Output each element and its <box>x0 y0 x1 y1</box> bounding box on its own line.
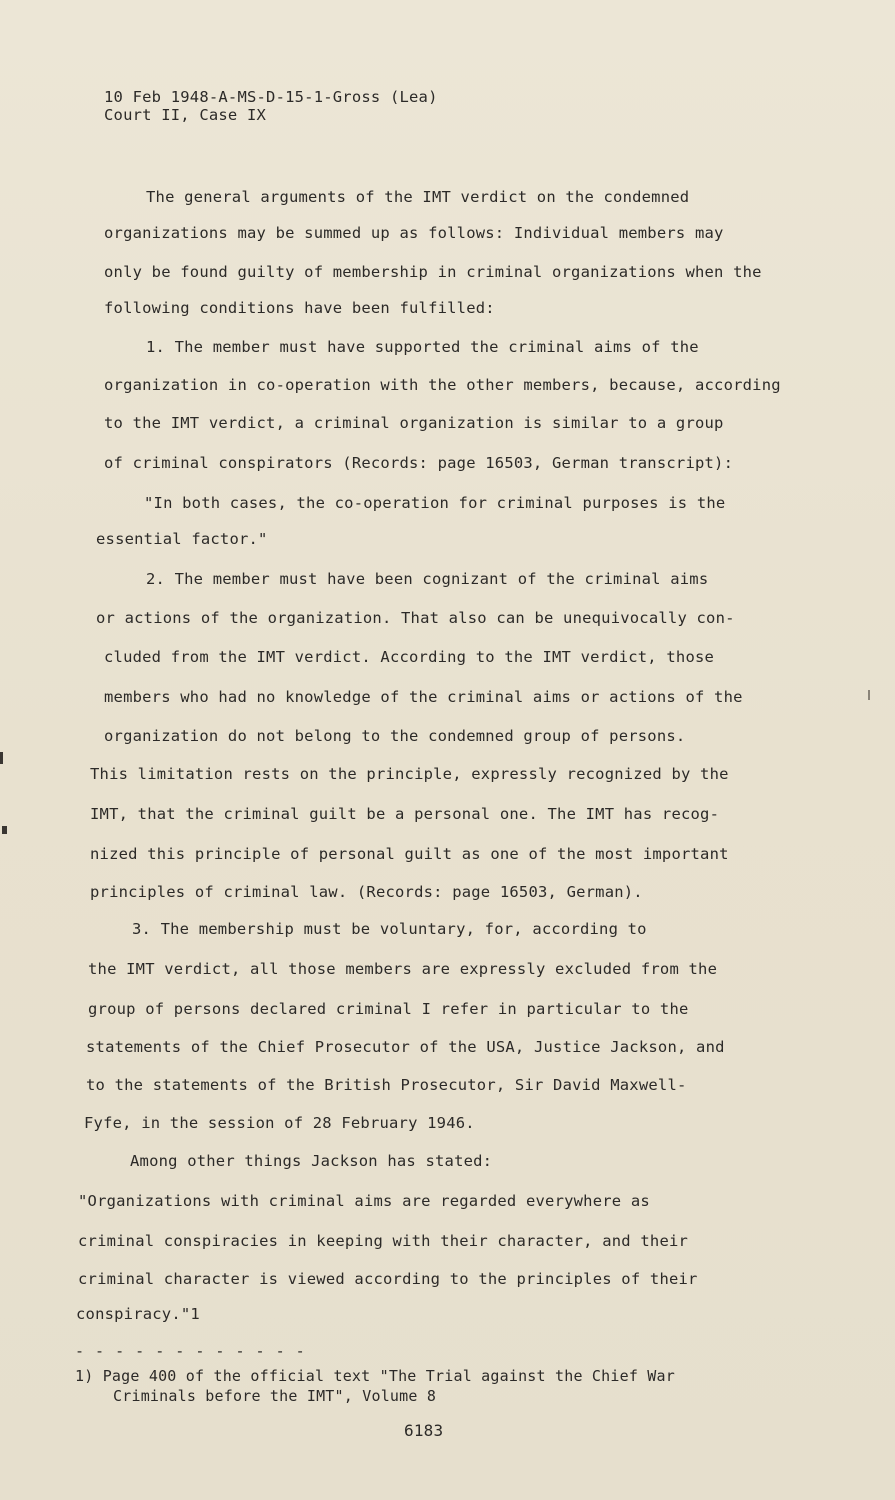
body-line: nized this principle of personal guilt as one of the most important <box>90 845 729 863</box>
body-line: to the statements of the British Prosecutor, Sir David Maxwell- <box>86 1076 687 1094</box>
body-line: Among other things Jackson has stated: <box>130 1152 493 1170</box>
body-line: organization in co-operation with the other members, because, according <box>104 376 781 394</box>
body-line: IMT, that the criminal guilt be a personal one. The IMT has recog- <box>90 805 720 823</box>
body-line: members who had no knowledge of the criminal aims or actions of the <box>104 688 743 706</box>
body-line: cluded from the IMT verdict. According to the IMT verdict, those <box>104 648 715 666</box>
body-line: This limitation rests on the principle, expressly recognized by the <box>90 765 729 783</box>
quote-line: conspiracy."1 <box>76 1305 200 1323</box>
quote-line: criminal conspiracies in keeping with their character, and their <box>78 1232 689 1250</box>
body-line: group of persons declared criminal I refer in particular to the <box>88 1000 689 1018</box>
page-number: 6183 <box>404 1421 444 1440</box>
body-line: organizations may be summed up as follows: Individual members may <box>104 224 724 242</box>
body-line: Fyfe, in the session of 28 February 1946. <box>84 1114 475 1132</box>
body-line: statements of the Chief Prosecutor of the USA, Justice Jackson, and <box>86 1038 725 1056</box>
body-line: of criminal conspirators (Records: page 16503, German transcript): <box>104 454 734 472</box>
footnote-rule: - - - - - - - - - - - - <box>75 1342 306 1360</box>
body-line: the IMT verdict, all those members are expressly excluded from the <box>88 960 718 978</box>
body-line: The general arguments of the IMT verdict on the condemned <box>146 188 690 206</box>
margin-mark <box>868 690 870 700</box>
body-line: or actions of the organization. That also can be unequivocally con- <box>96 609 735 627</box>
body-line: principles of criminal law. (Records: page 16503, German). <box>90 883 643 901</box>
body-line: following conditions have been fulfilled: <box>104 299 495 317</box>
quote-line: criminal character is viewed according to the principles of their <box>78 1270 698 1288</box>
binding-mark <box>2 826 7 834</box>
body-line: to the IMT verdict, a criminal organization is similar to a group <box>104 414 724 432</box>
body-line: 3. The membership must be voluntary, for, according to <box>132 920 647 938</box>
body-line: 1. The member must have supported the criminal aims of the <box>146 338 699 356</box>
quote-line: "Organizations with criminal aims are regarded everywhere as <box>78 1192 650 1210</box>
body-line: only be found guilty of membership in criminal organizations when the <box>104 263 762 281</box>
header-line-1: 10 Feb 1948-A-MS-D-15-1-Gross (Lea) <box>104 88 438 106</box>
body-line: 2. The member must have been cognizant of the criminal aims <box>146 570 709 588</box>
footnote-line-1: 1) Page 400 of the official text "The Trial against the Chief War <box>75 1367 675 1385</box>
quote-line: essential factor." <box>96 530 268 548</box>
binding-mark <box>0 752 3 764</box>
body-line: organization do not belong to the condemned group of persons. <box>104 727 686 745</box>
quote-line: "In both cases, the co-operation for criminal purposes is the <box>144 494 726 512</box>
footnote-line-2: Criminals before the IMT", Volume 8 <box>113 1387 437 1405</box>
header-line-2: Court II, Case IX <box>104 106 267 124</box>
